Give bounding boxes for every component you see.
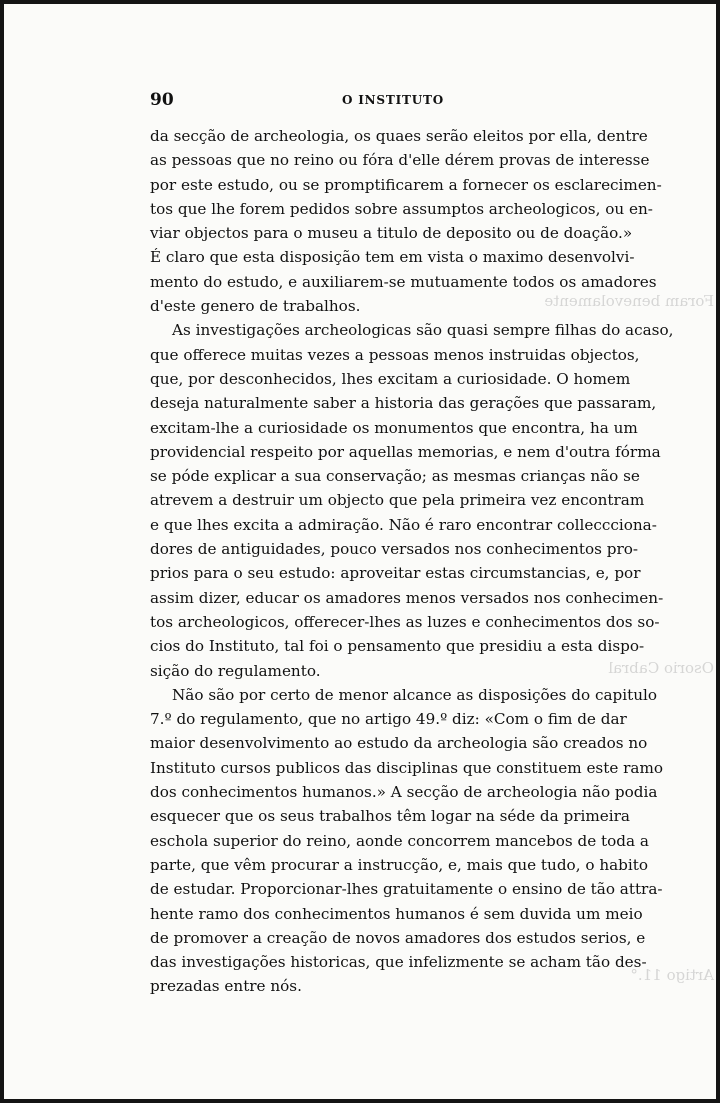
text-line: prezadas entre nós. xyxy=(150,977,302,996)
text-line: prios para o seu estudo: aproveitar estas circumstancias, e, por xyxy=(150,564,641,583)
text-line: hente ramo dos conhecimentos humanos é sem duvida um meio xyxy=(150,904,643,923)
text-line: As investigações archeologicas são quasi sempre filhas do acaso, xyxy=(172,321,674,340)
text-line: cios do Instituto, tal foi o pensamento que presidiu a esta dispo- xyxy=(150,637,645,656)
text-line: que offerece muitas vezes a pessoas menos instruidas objectos, xyxy=(150,345,640,364)
text-line: viar objectos para o museu a titulo de deposito ou de doação.» xyxy=(150,224,633,243)
text-line: tos archeologicos, offerecer-lhes as luzes e conhecimentos dos so- xyxy=(150,612,660,631)
paragraph xyxy=(150,683,664,999)
text-line: sição do regulamento. xyxy=(150,661,321,680)
text-line: por este estudo, ou se promptificarem a fornecer os esclarecimen- xyxy=(150,175,662,194)
text-line: eschola superior do reino, aonde concorrem mancebos de toda a xyxy=(150,831,649,850)
bleed-through-text: Artigo 11.° xyxy=(630,966,714,984)
page-number: 90 xyxy=(150,90,174,110)
text-line: das investigações historicas, que infelizmente se acham tão des- xyxy=(150,953,647,972)
bleed-through-text: Foram benevolamente xyxy=(544,292,714,310)
text-line: mento do estudo, e auxiliarem-se mutuamente todos os amadores xyxy=(150,272,657,291)
text-line: Instituto cursos publicos das disciplinas que constituem este ramo xyxy=(150,758,664,777)
text-line: providencial respeito por aquellas memorias, e nem d'outra fórma xyxy=(150,442,661,461)
text-line: as pessoas que no reino ou fóra d'elle dérem provas de interesse xyxy=(150,151,650,170)
text-line: e que lhes excita a admiração. Não é raro encontrar colleccciona- xyxy=(150,515,657,534)
text-line: 7.º do regulamento, que no artigo 49.º diz: «Com o fim de dar xyxy=(150,710,627,729)
bleed-through-text: Osorio Cabral xyxy=(608,659,714,677)
text-line: atrevem a destruir um objecto que pela primeira vez encontram xyxy=(150,491,645,510)
text-line: deseja naturalmente saber a historia das gerações que passaram, xyxy=(150,394,657,413)
text-line: excitam-lhe a curiosidade os monumentos que encontra, ha um xyxy=(150,418,638,437)
text-line: dores de antiguidades, pouco versados nos conhecimentos pro- xyxy=(150,540,639,559)
text-line: que, por desconhecidos, lhes excitam a curiosidade. O homem xyxy=(150,369,631,388)
text-line: da secção de archeologia, os quaes serão eleitos por ella, dentre xyxy=(150,127,648,145)
page-header xyxy=(150,90,622,112)
text-line: d'este genero de trabalhos. xyxy=(150,297,361,316)
text-line: maior desenvolvimento ao estudo da archeologia são creados no xyxy=(150,734,648,753)
text-line: de estudar. Proporcionar-lhes gratuitamente o ensino de tão attra- xyxy=(150,880,663,899)
text-line: tos que lhe forem pedidos sobre assumptos archeologicos, ou en- xyxy=(150,199,653,218)
text-line: se póde explicar a sua conservação; as mesmas crianças não se xyxy=(150,467,640,486)
running-head: O INSTITUTO xyxy=(342,93,444,107)
text-line: dos conhecimentos humanos.» A secção de archeologia não podia xyxy=(150,783,658,802)
text-line: esquecer que os seus trabalhos têm logar na séde da primeira xyxy=(150,807,630,826)
text-line: É claro que esta disposição tem em vista o maximo desenvolvi- xyxy=(150,248,635,267)
text-line: parte, que vêm procurar a instrucção, e, mais que tudo, o habito xyxy=(150,855,648,874)
text-line: Não são por certo de menor alcance as disposições do capitulo xyxy=(172,685,657,704)
text-line: assim dizer, educar os amadores menos versados nos conhecimen- xyxy=(150,588,664,607)
text-line: de promover a creação de novos amadores dos estudos serios, e xyxy=(150,928,646,947)
